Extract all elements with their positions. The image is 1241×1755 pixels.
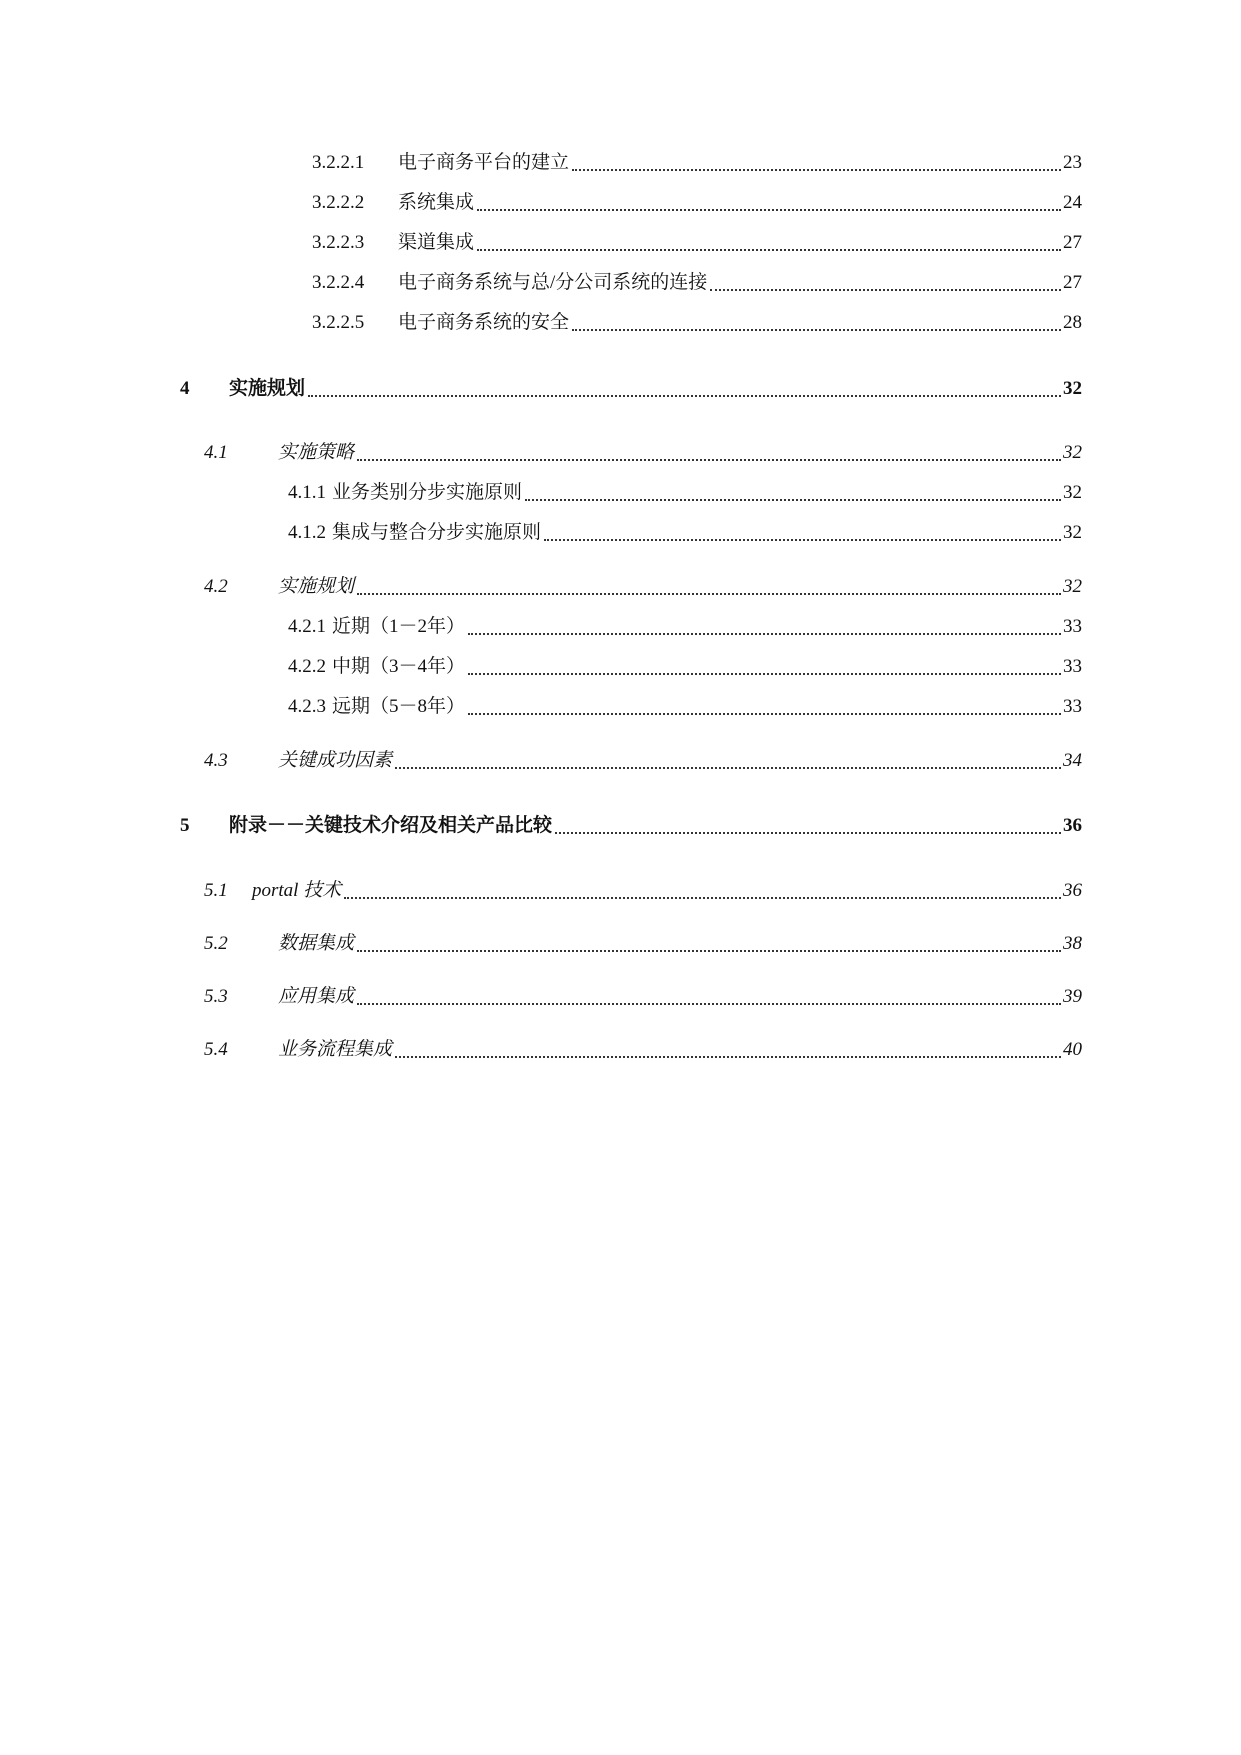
toc-entry-page: 23	[1063, 152, 1082, 173]
toc-dot-leader	[477, 248, 1061, 251]
toc-entry-title: 实施规划	[229, 378, 306, 399]
toc-entry-page: 32	[1063, 576, 1082, 597]
toc-entry-section[interactable]	[204, 1035, 1082, 1065]
toc-dot-leader	[344, 896, 1061, 899]
toc-entry[interactable]	[288, 478, 1082, 508]
toc-entry-title: 中期（3－4年）	[332, 656, 466, 677]
toc-entry-number: 4.1.2	[288, 522, 326, 543]
toc-entry-page: 27	[1063, 232, 1082, 253]
toc-entry-section[interactable]	[204, 438, 1082, 468]
toc-dot-leader	[468, 672, 1061, 675]
toc-entry-number: 5.3	[204, 986, 228, 1007]
toc-dot-leader	[572, 168, 1061, 171]
toc-entry[interactable]	[288, 518, 1082, 548]
toc-entry-title: 数据集成	[278, 933, 355, 954]
toc-dot-leader	[468, 712, 1061, 715]
toc-dot-leader	[544, 538, 1061, 541]
toc-entry-number: 4.2.1	[288, 616, 326, 637]
toc-entry-title: 附录－－关键技术介绍及相关产品比较	[229, 815, 553, 836]
toc-entry[interactable]	[312, 268, 1082, 298]
toc-entry-page: 32	[1063, 442, 1082, 463]
toc-dot-leader	[308, 394, 1061, 397]
toc-entry-page: 38	[1063, 933, 1082, 954]
toc-entry-page: 33	[1063, 696, 1082, 717]
toc-dot-leader	[395, 766, 1061, 769]
toc-entry[interactable]	[312, 188, 1082, 218]
toc-dot-leader	[555, 831, 1061, 834]
toc-entry[interactable]	[312, 308, 1082, 338]
toc-dot-leader	[525, 498, 1061, 501]
toc-entry-number: 4.1.1	[288, 482, 326, 503]
toc-dot-leader	[357, 592, 1061, 595]
toc-entry-page: 27	[1063, 272, 1082, 293]
toc-entry-number: 4.1	[204, 442, 228, 463]
toc-entry-section[interactable]	[204, 876, 1082, 906]
toc-entry-section[interactable]	[204, 982, 1082, 1012]
toc-entry[interactable]	[312, 228, 1082, 258]
toc-entry-number: 4.3	[204, 750, 228, 771]
toc-entry-chapter[interactable]	[180, 374, 1082, 404]
toc-entry[interactable]	[288, 612, 1082, 642]
toc-entry-section[interactable]	[204, 746, 1082, 776]
toc-entry-title: 渠道集成	[398, 232, 475, 253]
toc-entry-title: 远期（5－8年）	[332, 696, 466, 717]
toc-entry-number: 3.2.2.5	[312, 312, 365, 333]
toc-dot-leader	[357, 949, 1061, 952]
toc-dot-leader	[710, 288, 1061, 291]
toc-entry-page: 33	[1063, 616, 1082, 637]
toc-entry-title: 业务类别分步实施原则	[332, 482, 523, 503]
toc-entry[interactable]	[288, 652, 1082, 682]
toc-entry[interactable]	[312, 148, 1082, 178]
toc-entry-title: portal 技术	[252, 880, 342, 901]
toc-entry-number: 4	[180, 378, 190, 399]
toc-entry-page: 34	[1063, 750, 1082, 771]
toc-entry-page: 32	[1063, 378, 1082, 399]
toc-entry-page: 39	[1063, 986, 1082, 1007]
toc-entry-title: 实施规划	[278, 576, 355, 597]
toc-entry-number: 4.2.2	[288, 656, 326, 677]
toc-entry-page: 28	[1063, 312, 1082, 333]
toc-entry-title: 系统集成	[398, 192, 475, 213]
toc-entry[interactable]	[288, 692, 1082, 722]
toc-entry-chapter[interactable]	[180, 811, 1082, 841]
toc-entry-number: 4.2.3	[288, 696, 326, 717]
toc-dot-leader	[357, 1002, 1061, 1005]
toc-entry-title: 关键成功因素	[278, 750, 393, 771]
toc-entry-title: 应用集成	[278, 986, 355, 1007]
toc-entry-page: 36	[1063, 815, 1082, 836]
toc-entry-number: 5.2	[204, 933, 228, 954]
toc-entry-section[interactable]	[204, 572, 1082, 602]
toc-entry-section[interactable]	[204, 929, 1082, 959]
toc-dot-leader	[468, 632, 1061, 635]
toc-entry-page: 24	[1063, 192, 1082, 213]
toc-entry-title: 业务流程集成	[278, 1039, 393, 1060]
toc-dot-leader	[395, 1055, 1061, 1058]
toc-dot-leader	[357, 458, 1061, 461]
toc-entry-number: 5.4	[204, 1039, 228, 1060]
toc-dot-leader	[477, 208, 1061, 211]
toc-entry-number: 4.2	[204, 576, 228, 597]
toc-entry-page: 33	[1063, 656, 1082, 677]
toc-entry-number: 3.2.2.1	[312, 152, 365, 173]
toc-dot-leader	[572, 328, 1061, 331]
toc-entry-title: 集成与整合分步实施原则	[332, 522, 542, 543]
toc-entry-number: 3.2.2.2	[312, 192, 365, 213]
toc-entry-page: 36	[1063, 880, 1082, 901]
toc-entry-page: 40	[1063, 1039, 1082, 1060]
toc-entry-number: 3.2.2.4	[312, 272, 365, 293]
toc-entry-page: 32	[1063, 522, 1082, 543]
toc-entry-title: 电子商务系统的安全	[398, 312, 570, 333]
toc-entry-number: 5	[180, 815, 190, 836]
toc-entry-title: 电子商务系统与总/分公司系统的连接	[398, 272, 708, 293]
toc-entry-number: 3.2.2.3	[312, 232, 365, 253]
toc-entry-number: 5.1	[204, 880, 228, 901]
toc-entry-title: 电子商务平台的建立	[398, 152, 570, 173]
toc-entry-title: 近期（1－2年）	[332, 616, 466, 637]
toc-entry-page: 32	[1063, 482, 1082, 503]
toc-entry-title: 实施策略	[278, 442, 355, 463]
